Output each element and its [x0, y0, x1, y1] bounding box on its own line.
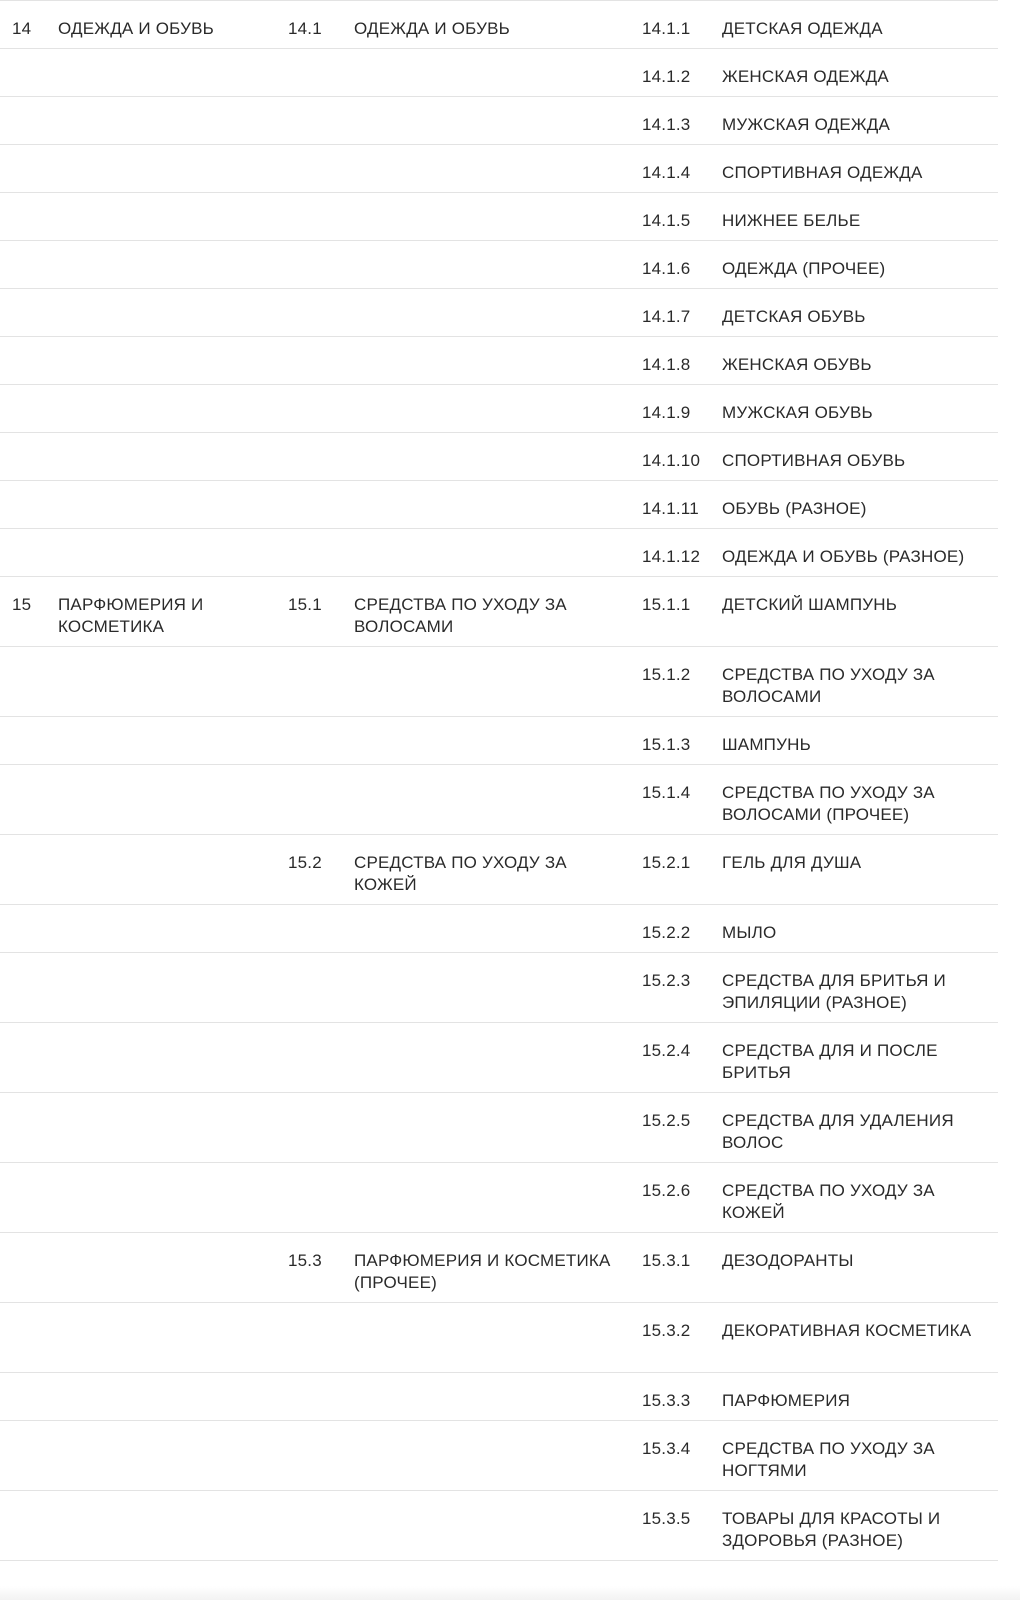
item-code: 15.1.2 [630, 647, 710, 717]
item-name: ДЕКОРАТИВНАЯ КОСМЕТИКА [710, 1303, 998, 1373]
subgroup-name [342, 905, 630, 953]
subgroup-name [342, 49, 630, 97]
subgroup-code [276, 905, 342, 953]
group-code: 14 [0, 1, 46, 49]
subgroup-code [276, 765, 342, 835]
subgroup-code [276, 385, 342, 433]
table-row [0, 97, 998, 145]
group-name [46, 1421, 276, 1491]
group-name [46, 1163, 276, 1233]
group-name [46, 1233, 276, 1303]
group-code [0, 145, 46, 193]
bottom-shadow [0, 1586, 1020, 1600]
item-code: 14.1.3 [630, 97, 710, 145]
item-name: ПАРФЮМЕРИЯ [710, 1373, 998, 1421]
group-code [0, 1163, 46, 1233]
subgroup-code: 15.2 [276, 835, 342, 905]
subgroup-code [276, 241, 342, 289]
subgroup-code [276, 433, 342, 481]
subgroup-name [342, 765, 630, 835]
group-name [46, 717, 276, 765]
item-code: 14.1.11 [630, 481, 710, 529]
group-code [0, 1491, 46, 1561]
subgroup-name [342, 241, 630, 289]
group-name [46, 97, 276, 145]
item-name: МЫЛО [710, 905, 998, 953]
group-code: 15 [0, 577, 46, 647]
group-name [46, 1093, 276, 1163]
item-code: 14.1.8 [630, 337, 710, 385]
subgroup-name [342, 1373, 630, 1421]
subgroup-code [276, 1373, 342, 1421]
table-row [0, 1093, 998, 1163]
group-code [0, 1373, 46, 1421]
subgroup-code [276, 529, 342, 577]
subgroup-name [342, 433, 630, 481]
group-code [0, 193, 46, 241]
group-code [0, 1093, 46, 1163]
item-code: 14.1.1 [630, 1, 710, 49]
subgroup-code [276, 145, 342, 193]
subgroup-code [276, 1303, 342, 1373]
table-row [0, 647, 998, 717]
table-row [0, 1023, 998, 1093]
group-code [0, 1303, 46, 1373]
item-name: ОБУВЬ (РАЗНОЕ) [710, 481, 998, 529]
table-row [0, 481, 998, 529]
item-code: 15.2.5 [630, 1093, 710, 1163]
group-name [46, 905, 276, 953]
group-code [0, 289, 46, 337]
item-code: 14.1.10 [630, 433, 710, 481]
table-row [0, 49, 998, 97]
item-name: СПОРТИВНАЯ ОДЕЖДА [710, 145, 998, 193]
group-name [46, 241, 276, 289]
subgroup-name [342, 193, 630, 241]
subgroup-code [276, 49, 342, 97]
table-row [0, 1233, 998, 1303]
table-row [0, 193, 998, 241]
subgroup-code [276, 289, 342, 337]
table-row [0, 529, 998, 577]
item-name: МУЖСКАЯ ОДЕЖДА [710, 97, 998, 145]
item-name: СРЕДСТВА ПО УХОДУ ЗА ВОЛОСАМИ (ПРОЧЕЕ) [710, 765, 998, 835]
group-code [0, 1421, 46, 1491]
item-code: 14.1.5 [630, 193, 710, 241]
item-name: ТОВАРЫ ДЛЯ КРАСОТЫ И ЗДОРОВЬЯ (РАЗНОЕ) [710, 1491, 998, 1561]
group-name [46, 289, 276, 337]
group-code [0, 337, 46, 385]
item-name: СРЕДСТВА ДЛЯ БРИТЬЯ И ЭПИЛЯЦИИ (РАЗНОЕ) [710, 953, 998, 1023]
group-code [0, 49, 46, 97]
item-name: СРЕДСТВА ДЛЯ УДАЛЕНИЯ ВОЛОС [710, 1093, 998, 1163]
table-row [0, 289, 998, 337]
group-name [46, 337, 276, 385]
table-row [0, 717, 998, 765]
item-code: 14.1.6 [630, 241, 710, 289]
group-name [46, 49, 276, 97]
subgroup-name [342, 1093, 630, 1163]
group-code [0, 717, 46, 765]
item-name: ШАМПУНЬ [710, 717, 998, 765]
item-code: 15.3.4 [630, 1421, 710, 1491]
table-row [0, 953, 998, 1023]
item-code: 15.2.3 [630, 953, 710, 1023]
item-code: 15.2.2 [630, 905, 710, 953]
group-name [46, 1303, 276, 1373]
subgroup-code [276, 1023, 342, 1093]
item-name: НИЖНЕЕ БЕЛЬЕ [710, 193, 998, 241]
subgroup-code [276, 337, 342, 385]
subgroup-name [342, 717, 630, 765]
subgroup-name [342, 647, 630, 717]
group-code [0, 241, 46, 289]
item-code: 15.1.1 [630, 577, 710, 647]
group-code [0, 647, 46, 717]
group-name [46, 385, 276, 433]
group-name [46, 481, 276, 529]
item-code: 15.2.1 [630, 835, 710, 905]
table-row [0, 1303, 998, 1373]
group-code [0, 1233, 46, 1303]
group-code [0, 481, 46, 529]
item-name: СПОРТИВНАЯ ОБУВЬ [710, 433, 998, 481]
subgroup-code [276, 97, 342, 145]
group-name [46, 1491, 276, 1561]
group-name [46, 1373, 276, 1421]
subgroup-code [276, 1163, 342, 1233]
subgroup-name [342, 1303, 630, 1373]
subgroup-name: ОДЕЖДА И ОБУВЬ [342, 1, 630, 49]
item-code: 15.1.4 [630, 765, 710, 835]
table-row [0, 385, 998, 433]
group-name [46, 835, 276, 905]
subgroup-name [342, 1163, 630, 1233]
subgroup-name [342, 1421, 630, 1491]
subgroup-code: 15.3 [276, 1233, 342, 1303]
group-code [0, 385, 46, 433]
table-row [0, 145, 998, 193]
group-code [0, 953, 46, 1023]
group-name [46, 647, 276, 717]
item-name: ДЕТСКАЯ ОДЕЖДА [710, 1, 998, 49]
table-row [0, 337, 998, 385]
group-code [0, 1023, 46, 1093]
item-code: 14.1.4 [630, 145, 710, 193]
group-name [46, 765, 276, 835]
item-name: СРЕДСТВА ПО УХОДУ ЗА НОГТЯМИ [710, 1421, 998, 1491]
table-row [0, 241, 998, 289]
subgroup-name: ПАРФЮМЕРИЯ И КОСМЕТИКА (ПРОЧЕЕ) [342, 1233, 630, 1303]
table-row [0, 577, 998, 647]
subgroup-name [342, 337, 630, 385]
item-name: ЖЕНСКАЯ ОДЕЖДА [710, 49, 998, 97]
subgroup-code [276, 193, 342, 241]
item-name: СРЕДСТВА ПО УХОДУ ЗА КОЖЕЙ [710, 1163, 998, 1233]
group-code [0, 765, 46, 835]
group-code [0, 97, 46, 145]
item-name: СРЕДСТВА ДЛЯ И ПОСЛЕ БРИТЬЯ [710, 1023, 998, 1093]
item-name: СРЕДСТВА ПО УХОДУ ЗА ВОЛОСАМИ [710, 647, 998, 717]
subgroup-name: СРЕДСТВА ПО УХОДУ ЗА КОЖЕЙ [342, 835, 630, 905]
subgroup-code [276, 1421, 342, 1491]
table-row [0, 765, 998, 835]
group-name [46, 145, 276, 193]
table-row [0, 1491, 998, 1561]
table-row [0, 1373, 998, 1421]
item-code: 15.3.3 [630, 1373, 710, 1421]
item-name: МУЖСКАЯ ОБУВЬ [710, 385, 998, 433]
subgroup-code [276, 1491, 342, 1561]
item-name: ДЕТСКАЯ ОБУВЬ [710, 289, 998, 337]
subgroup-name [342, 145, 630, 193]
item-code: 15.1.3 [630, 717, 710, 765]
subgroup-name [342, 289, 630, 337]
subgroup-code [276, 481, 342, 529]
item-code: 15.3.5 [630, 1491, 710, 1561]
subgroup-name [342, 953, 630, 1023]
group-code [0, 905, 46, 953]
item-name: ОДЕЖДА (ПРОЧЕЕ) [710, 241, 998, 289]
group-name: ОДЕЖДА И ОБУВЬ [46, 1, 276, 49]
subgroup-code [276, 647, 342, 717]
group-code [0, 835, 46, 905]
group-name [46, 953, 276, 1023]
table-row [0, 835, 998, 905]
subgroup-code [276, 953, 342, 1023]
subgroup-name [342, 385, 630, 433]
item-code: 15.3.2 [630, 1303, 710, 1373]
subgroup-code: 14.1 [276, 1, 342, 49]
group-name [46, 1023, 276, 1093]
item-code: 15.2.6 [630, 1163, 710, 1233]
table-row [0, 433, 998, 481]
group-name: ПАРФЮМЕРИЯ И КОСМЕТИКА [46, 577, 276, 647]
subgroup-code: 15.1 [276, 577, 342, 647]
item-name: ДЕТСКИЙ ШАМПУНЬ [710, 577, 998, 647]
group-name [46, 529, 276, 577]
subgroup-code [276, 1093, 342, 1163]
item-code: 15.3.1 [630, 1233, 710, 1303]
item-code: 14.1.9 [630, 385, 710, 433]
item-name: ЖЕНСКАЯ ОБУВЬ [710, 337, 998, 385]
group-name [46, 433, 276, 481]
group-code [0, 529, 46, 577]
item-name: ГЕЛЬ ДЛЯ ДУША [710, 835, 998, 905]
item-code: 15.2.4 [630, 1023, 710, 1093]
subgroup-name [342, 1491, 630, 1561]
table-row [0, 905, 998, 953]
subgroup-name [342, 481, 630, 529]
group-name [46, 193, 276, 241]
item-code: 14.1.12 [630, 529, 710, 577]
subgroup-name [342, 1023, 630, 1093]
category-table-body [0, 1, 998, 1561]
subgroup-name: СРЕДСТВА ПО УХОДУ ЗА ВОЛОСАМИ [342, 577, 630, 647]
item-code: 14.1.7 [630, 289, 710, 337]
item-name: ДЕЗОДОРАНТЫ [710, 1233, 998, 1303]
table-row [0, 1, 998, 49]
item-code: 14.1.2 [630, 49, 710, 97]
subgroup-code [276, 717, 342, 765]
subgroup-name [342, 97, 630, 145]
subgroup-name [342, 529, 630, 577]
table-row [0, 1421, 998, 1491]
item-name: ОДЕЖДА И ОБУВЬ (РАЗНОЕ) [710, 529, 998, 577]
group-code [0, 433, 46, 481]
table-row [0, 1163, 998, 1233]
